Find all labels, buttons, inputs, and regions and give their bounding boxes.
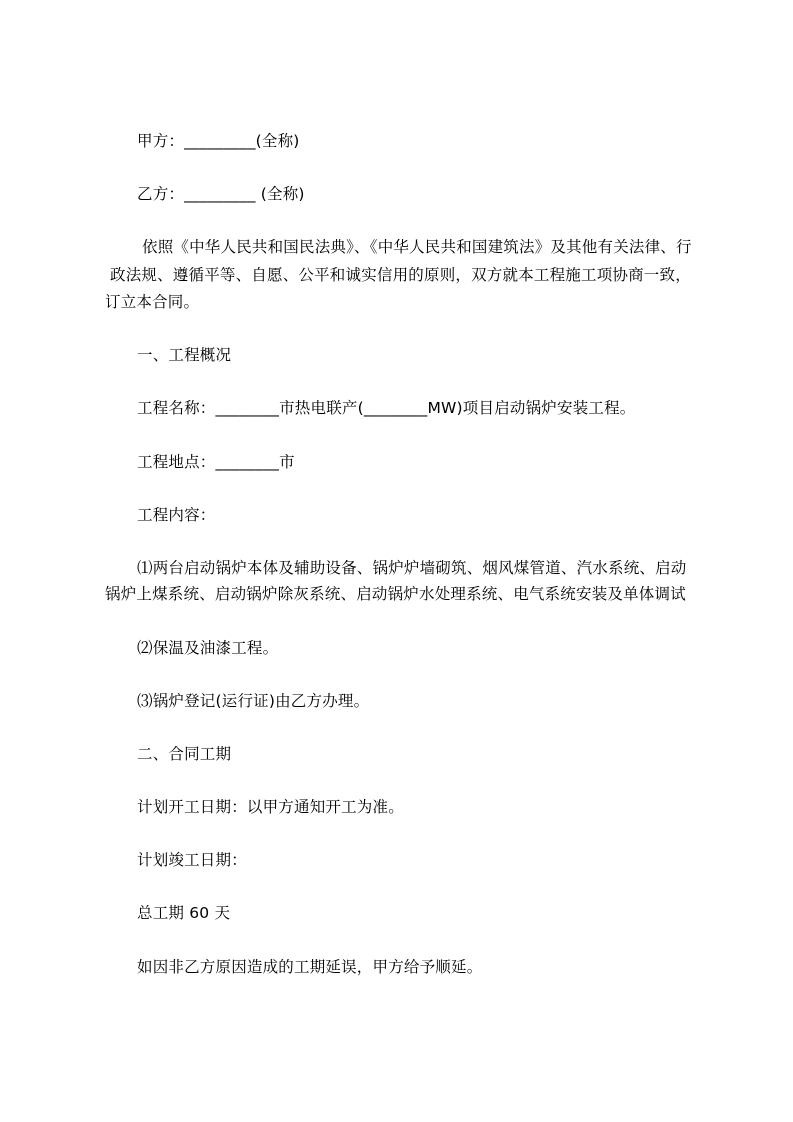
planned-start-line: 计划开工日期：以甲方通知开工为准。 [137,798,404,816]
content-item-2: ⑵保温及油漆工程。 [137,639,279,657]
party-a-line: 甲方：_________(全称) [137,132,300,150]
preamble-line-1: 依照《中华人民共和国民法典》、《中华人民共和国建筑法》及其他有关法律、行 [142,238,692,256]
project-content-label: 工程内容： [137,506,216,524]
planned-end-line: 计划竣工日期： [137,851,247,869]
preamble-line-2: 政法规、遵循平等、自愿、公平和诚实信用的原则，双方就本工程施工项协商一致， [110,266,691,284]
content-item-3: ⑶锅炉登记(运行证)由乙方办理。 [137,692,370,710]
content-item-1-line-2: 锅炉上煤系统、启动锅炉除灰系统、启动锅炉水处理系统、电气系统安装及单体调试 [105,585,686,603]
delay-note-line: 如因非乙方原因造成的工期延误，甲方给予顺延。 [137,958,483,976]
preamble-line-3: 订立本合同。 [105,293,200,311]
section-heading-overview: 一、工程概况 [137,346,232,364]
section-heading-duration: 二、合同工期 [137,745,232,763]
project-name-line: 工程名称：________市热电联产(________MW)项目启动锅炉安装工程。 [137,399,636,417]
content-item-1-line-1: ⑴两台启动锅炉本体及辅助设备、锅炉炉墙砌筑、烟风煤管道、汽水系统、启动 [137,559,687,577]
party-b-line: 乙方：_________ (全称) [137,185,305,203]
total-duration-line: 总工期 60 天 [137,904,231,922]
project-location-line: 工程地点：________市 [137,453,295,471]
